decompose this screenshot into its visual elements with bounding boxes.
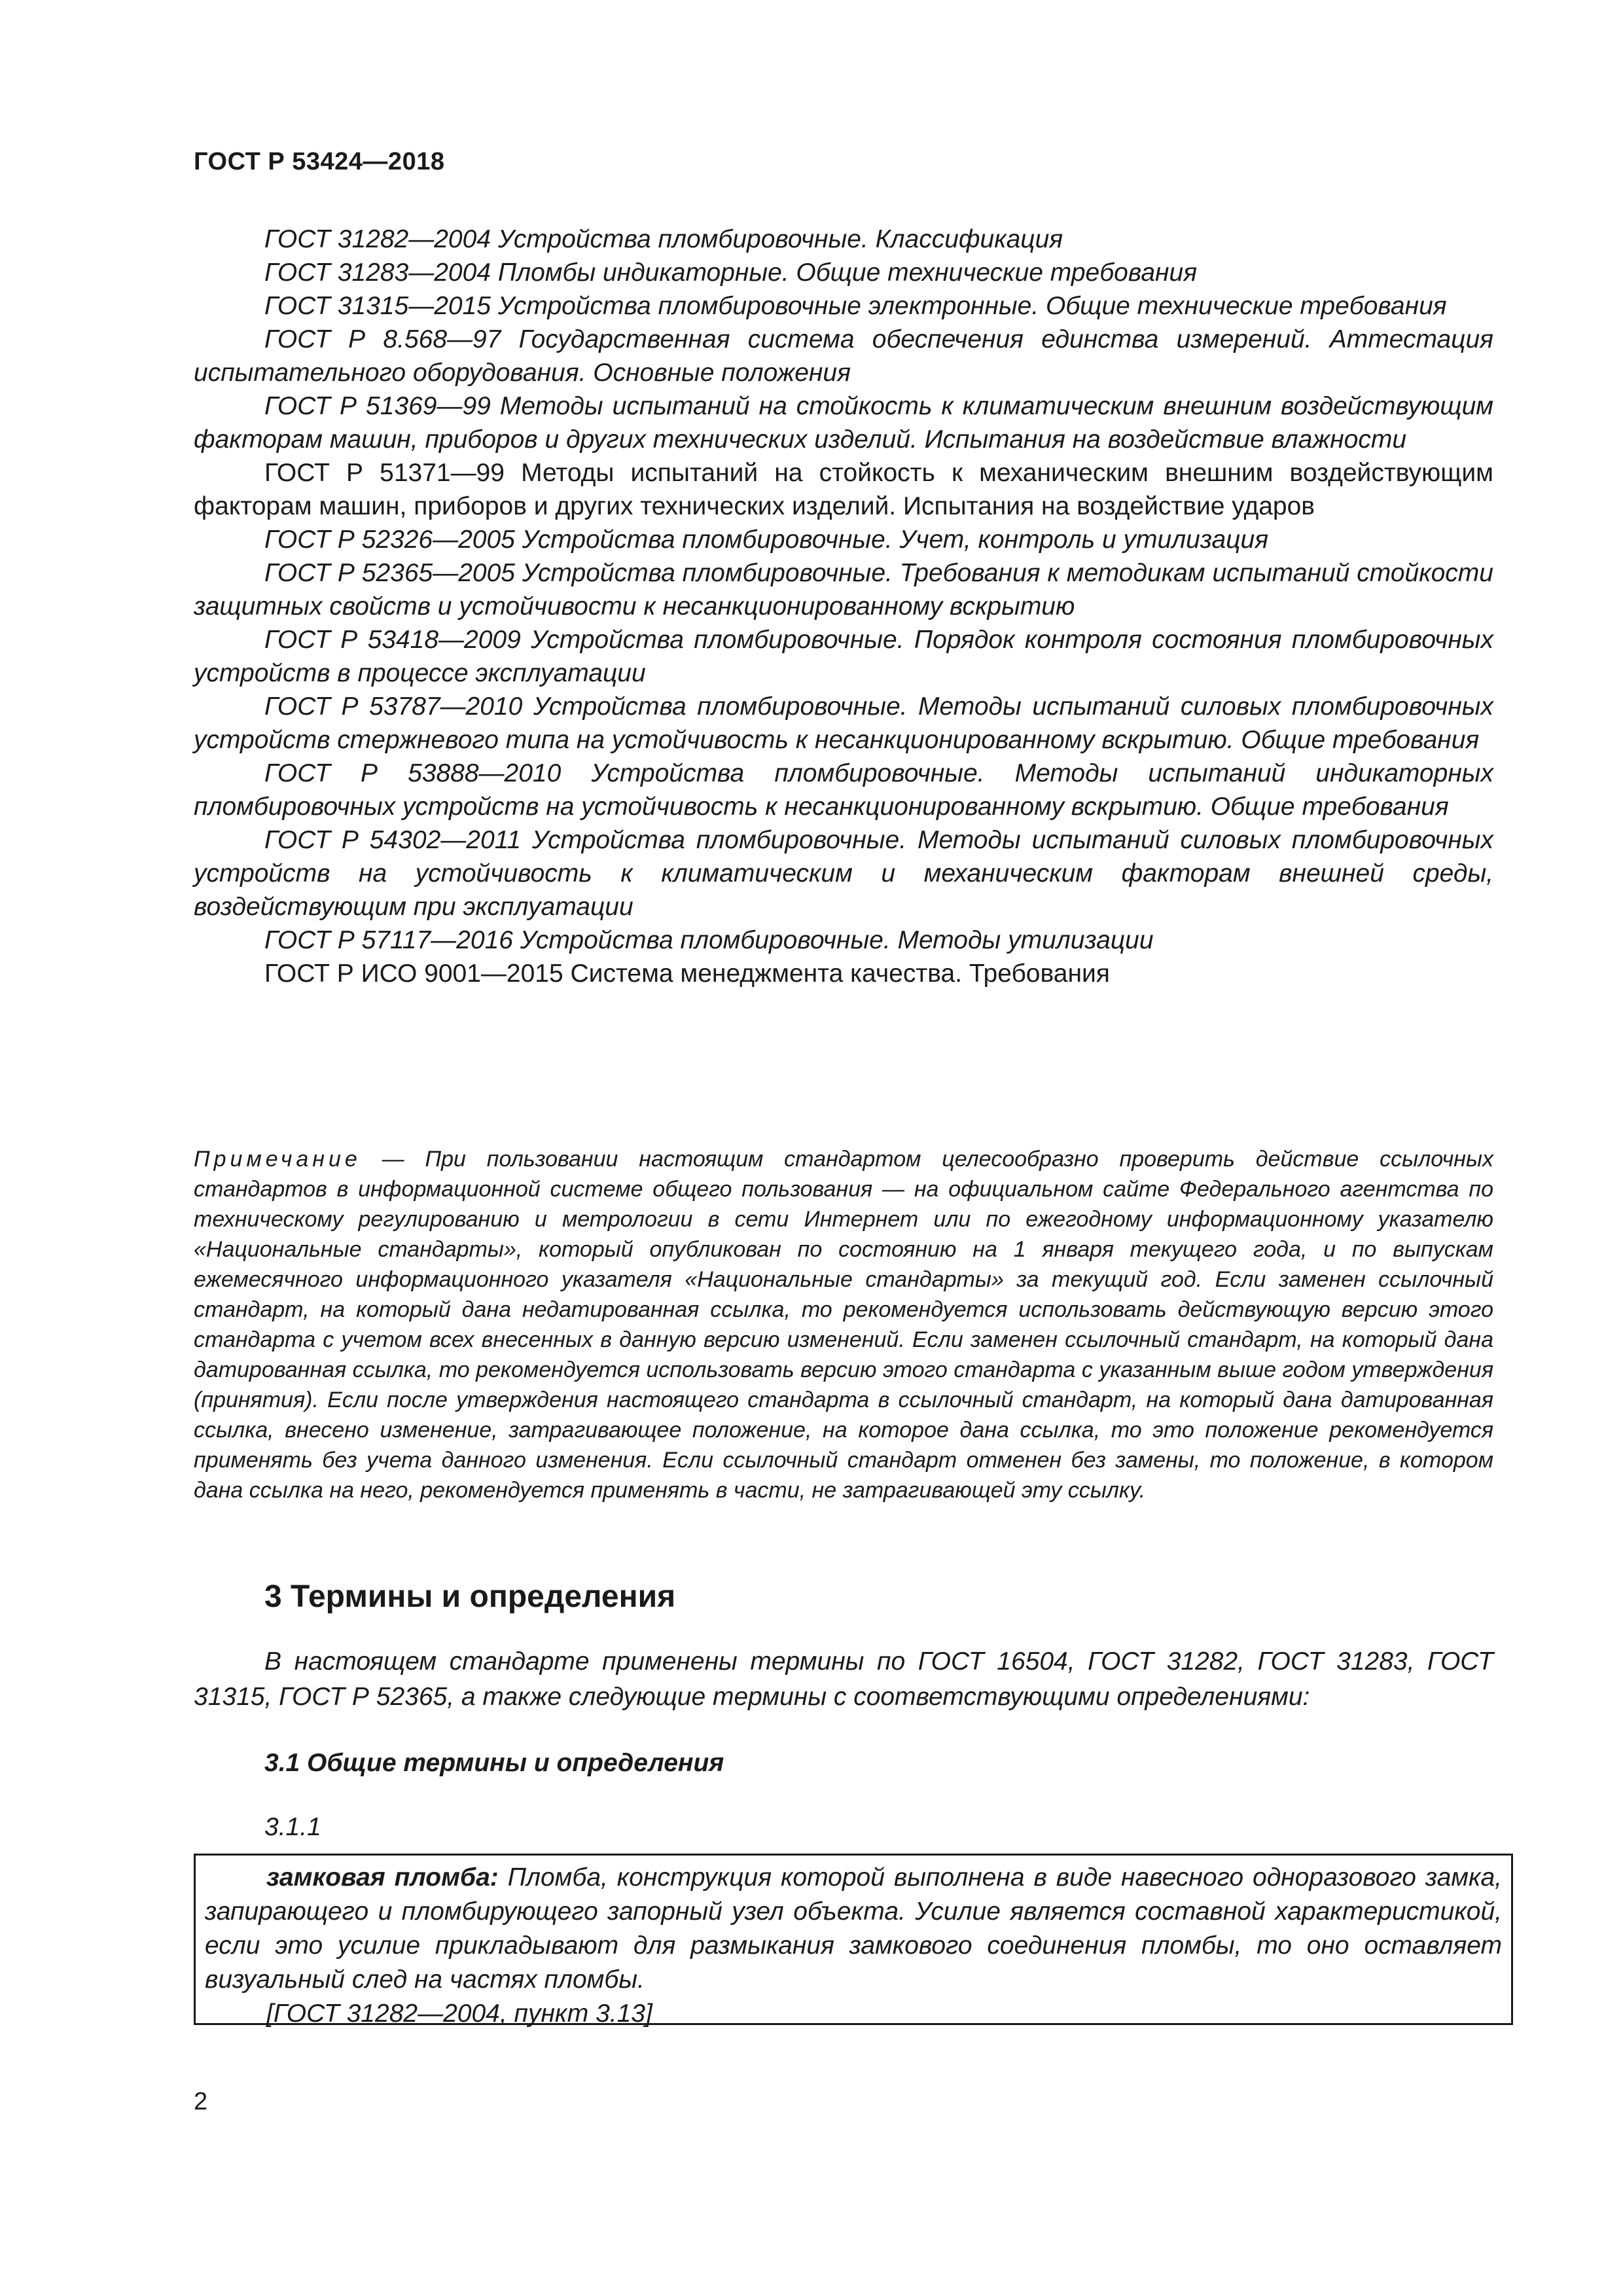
reference-item: ГОСТ Р 51371—99 Методы испытаний на стойкость к механическим внешним воздействующим факторам машин, приборов и других технических изделий. Испытания на воздействие ударов xyxy=(194,459,1493,520)
reference-item: ГОСТ 31282—2004 Устройства пломбировочные. Классификация xyxy=(264,225,1063,253)
section-intro: В настоящем стандарте применены термины по ГОСТ 16504, ГОСТ 31282, ГОСТ 31283, ГОСТ 31315, ГОСТ Р 52365, а также следующие термины с соответствующими определениями: xyxy=(194,1647,1493,1711)
term-definition-box xyxy=(194,1854,1513,2028)
term-name: замковая пломба: xyxy=(266,1863,499,1892)
term-definition-text: Пломба, конструкция которой выполнена в виде навесного одноразового замка, запирающего и пломбирующего запорный узел объекта. Усилие является составной характеристикой, если это усилие прикладывают для размыкания замкового соединения пломбы, то оно оставляет визуальный след на частях пломбы. xyxy=(205,1863,1502,1994)
subsection-heading: 3.1 Общие термины и определения xyxy=(264,1749,724,1777)
term-number: 3.1.1 xyxy=(264,1813,321,1841)
reference-item: ГОСТ Р 53418—2009 Устройства пломбировочные. Порядок контроля состояния пломбировочных устройств в процессе эксплуатации xyxy=(194,626,1493,687)
reference-item: ГОСТ Р 54302—2011 Устройства пломбировочные. Методы испытаний силовых пломбировочных устройств на устойчивость к климатическим и механическим факторам внешней среды, воздействующим при эксплуатации xyxy=(194,826,1493,921)
reference-item: ГОСТ 31315—2015 Устройства пломбировочные электронные. Общие технические требования xyxy=(264,292,1447,320)
note-text: — При пользовании настоящим стандартом целесообразно проверить действие ссылочных стандартов в информационной системе общего пользования — на официальном сайте Федерального агентства по техническому регулированию и метрологии в сети Интернет или по ежегодному информационному указателю «Национальные стандарты», который опубликован по состоянию на 1 января текущего года, и по выпускам ежемесячного информационного указателя «Национальные стандарты» за текущий год. Если заменен ссылочный стандарт, на который дана недатированная ссылка, то рекомендуется использовать действующую версию этого стандарта с учетом всех внесенных в данную версию изменений. Если заменен ссылочный стандарт, на который дана датированная ссылка, то рекомендуется использовать версию этого стандарта с указанным выше годом утверждения (принятия). Если после утверждения настоящего стандарта в ссылочный стандарт, на который дана датированная ссылка, внесено изменение, затрагивающее положение, на которое дана ссылка, то это положение рекомендуется применять без учета данного изменения. Если ссылочный стандарт отменен без замены, то положение, в котором дана ссылка на него, рекомендуется применять в части, не затрагивающей эту ссылку. xyxy=(194,1147,1493,1503)
note-lead: Примечание xyxy=(194,1147,361,1172)
term-source: [ГОСТ 31282—2004, пункт 3.13] xyxy=(266,2000,652,2028)
reference-item: ГОСТ Р 51369—99 Методы испытаний на стойкость к климатическим внешним воздействующим факторам машин, приборов и других технических изделий. Испытания на воздействие влажности xyxy=(194,392,1493,454)
normative-references-list xyxy=(194,223,1493,990)
reference-item: ГОСТ 31283—2004 Пломбы индикаторные. Общие технические требования xyxy=(264,259,1198,287)
page-number: 2 xyxy=(194,2088,208,2115)
reference-item: ГОСТ Р 52326—2005 Устройства пломбировочные. Учет, контроль и утилизация xyxy=(264,526,1269,554)
reference-item: ГОСТ Р 53787—2010 Устройства пломбировочные. Методы испытаний силовых пломбировочных устройств стержневого типа на устойчивость к несанкционированному вскрытию. Общие требования xyxy=(194,692,1493,754)
reference-item: ГОСТ Р 52365—2005 Устройства пломбировочные. Требования к методикам испытаний стойкости защитных свойств и устойчивости к несанкционированному вскрытию xyxy=(194,559,1493,620)
note-paragraph xyxy=(194,1144,1493,1505)
reference-item: ГОСТ Р 8.568—97 Государственная система обеспечения единства измерений. Аттестация испытательного оборудования. Основные положения xyxy=(194,325,1493,387)
reference-item: ГОСТ Р ИСО 9001—2015 Система менеджмента качества. Требования xyxy=(264,960,1110,988)
term-definition xyxy=(205,1861,1502,1997)
reference-item: ГОСТ Р 57117—2016 Устройства пломбировочные. Методы утилизации xyxy=(264,926,1154,954)
document-code-header: ГОСТ Р 53424—2018 xyxy=(194,148,445,175)
section-heading: 3 Термины и определения xyxy=(264,1579,676,1614)
reference-item: ГОСТ Р 53888—2010 Устройства пломбировочные. Методы испытаний индикаторных пломбировочных устройств на устойчивость к несанкционированному вскрытию. Общие требования xyxy=(194,759,1493,821)
